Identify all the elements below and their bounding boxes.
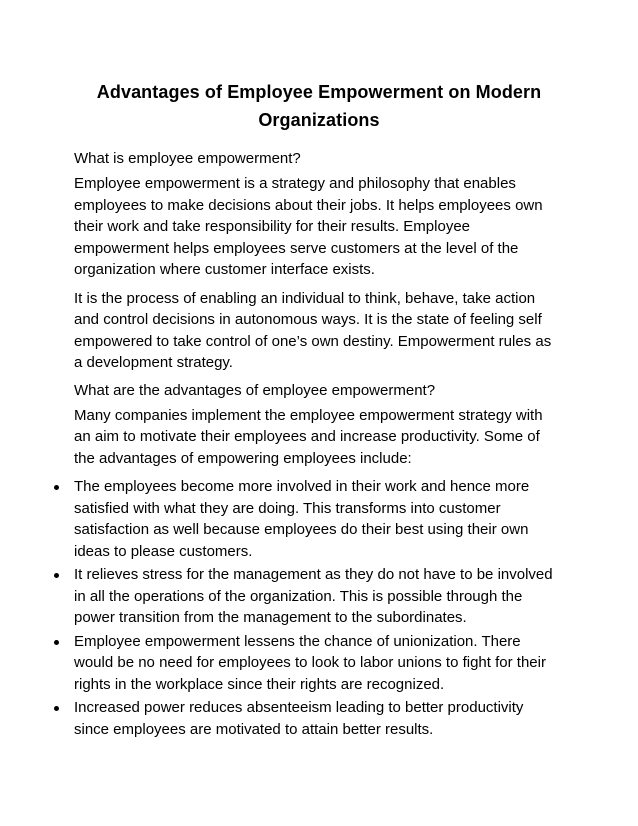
paragraph: Employee empowerment is a strategy and philosophy that enables employees to make decisions about their jobs. It helps employees own their work and take responsibility for their results. Employee empowerment helps employees serve customers at the level of the organization where customer interface exists. (74, 175, 543, 278)
bullet-icon (54, 485, 59, 490)
list-item-text: It relieves stress for the management as they do not have to be involved in all the operations of the organization. This is possible through the power transition from the management to the subordinates. (74, 566, 553, 626)
bullet-icon (54, 706, 59, 711)
section-heading: What is employee empowerment? (74, 150, 301, 167)
list-item (74, 631, 562, 696)
advantages-list (74, 476, 562, 740)
document-title: Advantages of Employee Empowerment on Modern Organizations (96, 82, 542, 130)
section-heading: What are the advantages of employee empowerment? (74, 381, 436, 399)
list-item-text: Employee empowerment lessens the chance of unionization. There would be no need for employees to look to labor unions to fight for their rights in the workplace since their rights are recognized. (74, 632, 546, 693)
paragraph: It is the process of enabling an individual to think, behave, take action and control decisions in autonomous ways. It is the state of feeling self empowered to take control of one’s own destiny. Empowerment rules as a development strategy. (74, 289, 552, 371)
paragraph: Many companies implement the employee empowerment strategy with an aim to motivate their employees and increase productivity. Some of the advantages of empowering employees include: (74, 406, 543, 467)
section-advantages (74, 381, 562, 470)
bullet-icon (54, 640, 59, 645)
list-item (74, 564, 562, 629)
list-item (74, 697, 562, 740)
list-item-text: The employees become more involved in their work and hence more satisfied with what they are doing. This transforms into customer satisfaction as well because employees do their best using their own ideas to please customers. (74, 478, 530, 560)
section-what-is (74, 149, 562, 374)
list-item (74, 476, 562, 562)
bullet-icon (54, 573, 59, 578)
list-item-text: Increased power reduces absenteeism leading to better productivity since employees are motivated to attain better results. (74, 699, 524, 738)
